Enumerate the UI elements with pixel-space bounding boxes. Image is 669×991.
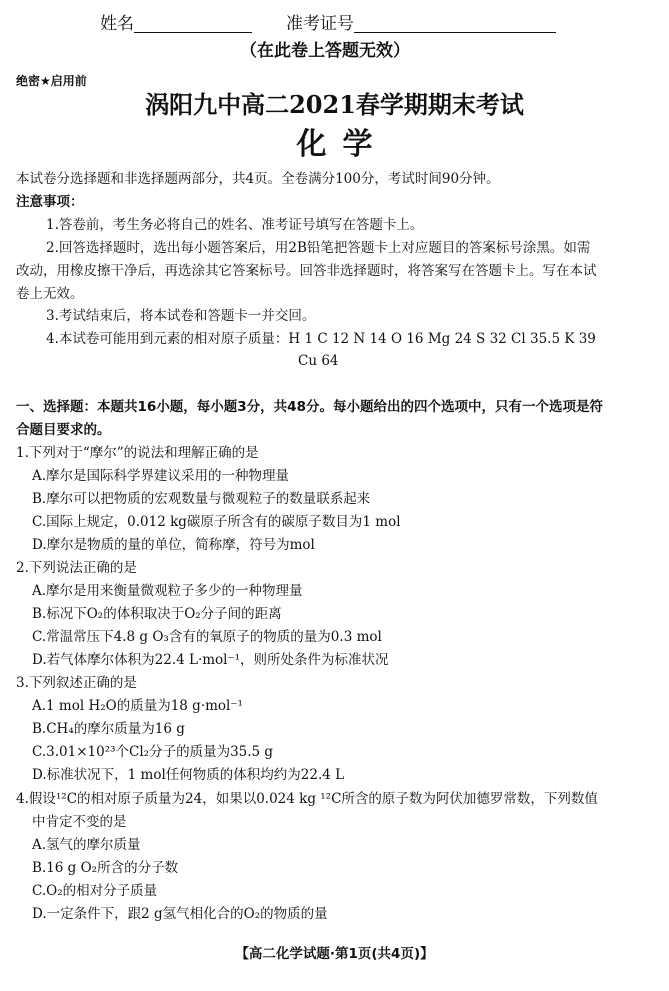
question-stem: 2.下列说法正确的是 [16, 560, 137, 576]
notice-line: 2.回答选择题时，选出每小题答案后，用2B铅笔把答题卡上对应题目的答案标号涂黑。如需 [46, 240, 591, 256]
notice-line: 卷上无效。 [16, 286, 84, 302]
exam-id-field [286, 14, 556, 33]
intro-text: 本试卷分选择题和非选择题两部分，共4页。全卷满分100分，考试时间90分钟。 [16, 171, 500, 187]
notice-line: 4.本试卷可能用到元素的相对原子质量：H 1 C 12 N 14 O 16 Mg 24 S 32 Cl 35.5 K 39 [46, 331, 596, 347]
notice-line: 1.答卷前，考生务必将自己的姓名、准考证号填写在答题卡上。 [46, 217, 424, 233]
notice-line: Cu 64 [298, 353, 339, 369]
invalid-note: （在此卷上答题无效） [240, 41, 410, 61]
question-stem: 1.下列对于“摩尔”的说法和理解正确的是 [16, 445, 259, 461]
question-option: D.一定条件下，跟2 g氢气相化合的O₂的物质的量 [32, 906, 328, 922]
question-option: A.摩尔是国际科学界建议采用的一种物理量 [32, 468, 290, 484]
question-option: A.1 mol H₂O的质量为18 g·mol⁻¹ [32, 698, 243, 714]
question-option: D.摩尔是物质的量的单位，简称摩，符号为mol [32, 537, 315, 553]
question-option: B.CH₄的摩尔质量为16 g [32, 721, 185, 737]
subject-title: 化学 [296, 127, 389, 162]
page-footer: 【高二化学试题·第1页(共4页)】 [235, 946, 434, 962]
exam-id-blank [354, 14, 556, 33]
name-label: 姓名 [100, 14, 134, 34]
notice-line: 3.考试结束后，将本试卷和答题卡一并交回。 [46, 308, 316, 324]
question-option: B.标况下O₂的体积取决于O₂分子间的距离 [32, 606, 282, 622]
question-option: C.3.01×10²³个Cl₂分子的质量为35.5 g [32, 744, 274, 760]
secret-mark: 绝密★启用前 [16, 74, 87, 88]
question-option: B.摩尔可以把物质的宏观数量与微观粒子的数量联系起来 [32, 491, 371, 507]
notice-line: 改动，用橡皮擦干净后，再选涂其它答案标号。回答非选择题时，将答案写在答题卡上。写在本试 [16, 263, 597, 279]
question-option: B.16 g O₂所含的分子数 [32, 860, 179, 876]
exam-title: 涡阳九中高二2021春学期期末考试 [145, 90, 524, 119]
name-blank [134, 14, 252, 33]
exam-id-label: 准考证号 [286, 14, 354, 34]
question-stem: 3.下列叙述正确的是 [16, 675, 137, 691]
question-option: A.氢气的摩尔质量 [32, 837, 141, 853]
question-option: D.标准状况下，1 mol任何物质的体积均约为22.4 L [32, 767, 345, 783]
question-stem: 4.假设¹²C的相对原子质量为24，如果以0.024 kg ¹²C所含的原子数为阿伏加德罗常数，下列数值 [16, 791, 598, 807]
name-field [100, 14, 252, 33]
question-option: C.常温常压下4.8 g O₃含有的氧原子的物质的量为0.3 mol [32, 629, 382, 645]
question-option: A.摩尔是用来衡量微观粒子多少的一种物理量 [32, 583, 303, 599]
question-option: C.O₂的相对分子质量 [32, 883, 158, 899]
question-stem-cont: 中肯定不变的是 [32, 814, 127, 830]
notice-title: 注意事项： [16, 194, 84, 210]
section-title: 一、选择题：本题共16小题，每小题3分，共48分。每小题给出的四个选项中，只有一个选项是符 [16, 399, 603, 415]
question-option: C.国际上规定，0.012 kg碳原子所含有的碳原子数目为1 mol [32, 514, 401, 530]
question-option: D.若气体摩尔体积为22.4 L·mol⁻¹，则所处条件为标准状况 [32, 652, 389, 668]
section-title-cont: 合题目要求的。 [16, 422, 111, 438]
